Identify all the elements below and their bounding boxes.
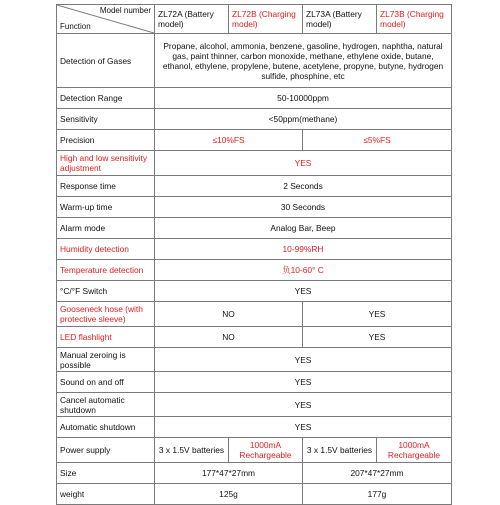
model-zl73b: ZL73B (Charging model) — [377, 5, 452, 34]
spec-value: YES — [155, 417, 452, 438]
spec-row — [57, 34, 452, 88]
function-name: Precision — [57, 130, 155, 151]
spec-row — [57, 130, 452, 151]
function-name: Warm-up time — [57, 197, 155, 218]
spec-value-left: 125g — [155, 484, 303, 505]
spec-value: Propane, alcohol, ammonia, benzene, gasoline, hydrogen, naphtha, natural gas, paint thinner, carbon monoxide, methane, ethylene oxide, butane, ethanol, ethylene, propylene, butene, acetylene, propyne, butyne, hydrogen sulfide, phosphine, etc — [155, 34, 452, 88]
function-name: High and low sensitivity adjustment — [57, 151, 155, 176]
spec-value: YES — [155, 393, 452, 417]
spec-row — [57, 438, 452, 463]
spec-value-left: 177*47*27mm — [155, 463, 303, 484]
spec-value: <50ppm(methane) — [155, 109, 452, 130]
spec-value: 2 Seconds — [155, 176, 452, 197]
function-label: Function — [60, 22, 91, 31]
spec-row — [57, 151, 452, 176]
function-name: Sensitivity — [57, 109, 155, 130]
header-diagonal-cell — [57, 5, 155, 34]
function-name: Manual zeroing is possible — [57, 348, 155, 372]
spec-value-right: YES — [303, 327, 452, 348]
spec-value: YES — [155, 151, 452, 176]
spec-value-left: NO — [155, 327, 303, 348]
function-name: °C/°F Switch — [57, 281, 155, 302]
spec-value: 1000mA Rechargeable — [229, 438, 303, 463]
function-name: Sound on and off — [57, 372, 155, 393]
spec-value: YES — [155, 372, 452, 393]
function-name: Automatic shutdown — [57, 417, 155, 438]
spec-value-right: YES — [303, 302, 452, 327]
spec-row — [57, 463, 452, 484]
function-name: Temperature detection — [57, 260, 155, 281]
function-name: Detection Range — [57, 88, 155, 109]
spec-value: Analog Bar, Beep — [155, 218, 452, 239]
spec-row — [57, 260, 452, 281]
spec-row — [57, 176, 452, 197]
spec-value-right: 177g — [303, 484, 452, 505]
spec-row — [57, 393, 452, 417]
spec-row — [57, 327, 452, 348]
spec-row — [57, 348, 452, 372]
spec-row — [57, 372, 452, 393]
model-zl72a: ZL72A (Battery model) — [155, 5, 229, 34]
model-number-label: Model number — [99, 6, 151, 15]
spec-row — [57, 484, 452, 505]
model-zl73a: ZL73A (Battery model) — [303, 5, 377, 34]
spec-value: 50-10000ppm — [155, 88, 452, 109]
spec-value: 30 Seconds — [155, 197, 452, 218]
function-name: Cancel automatic shutdown — [57, 393, 155, 417]
spec-row — [57, 302, 452, 327]
spec-value-right: ≤5%FS — [303, 130, 452, 151]
spec-row — [57, 281, 452, 302]
spec-value: YES — [155, 281, 452, 302]
spec-value-left: ≤10%FS — [155, 130, 303, 151]
spec-value-left: NO — [155, 302, 303, 327]
function-name: LED flashlight — [57, 327, 155, 348]
spec-table — [56, 4, 452, 505]
function-name: Gooseneck hose (with protective sleeve) — [57, 302, 155, 327]
spec-row — [57, 218, 452, 239]
spec-value-right: 207*47*27mm — [303, 463, 452, 484]
function-name: Response time — [57, 176, 155, 197]
spec-row — [57, 239, 452, 260]
spec-row — [57, 88, 452, 109]
function-name: Alarm mode — [57, 218, 155, 239]
function-name: Humidity detection — [57, 239, 155, 260]
spec-value: 3 x 1.5V batteries — [303, 438, 377, 463]
spec-row — [57, 197, 452, 218]
spec-value: YES — [155, 348, 452, 372]
spec-row — [57, 109, 452, 130]
spec-row — [57, 417, 452, 438]
function-name: Size — [57, 463, 155, 484]
function-name: weight — [57, 484, 155, 505]
spec-value: 3 x 1.5V batteries — [155, 438, 229, 463]
function-name: Detection of Gases — [57, 34, 155, 88]
function-name: Power supply — [57, 438, 155, 463]
spec-value: 10-99%RH — [155, 239, 452, 260]
model-zl72b: ZL72B (Charging model) — [229, 5, 303, 34]
header-row — [57, 5, 452, 34]
spec-value: 1000mA Rechargeable — [377, 438, 452, 463]
spec-value: 负10-60° C — [155, 260, 452, 281]
